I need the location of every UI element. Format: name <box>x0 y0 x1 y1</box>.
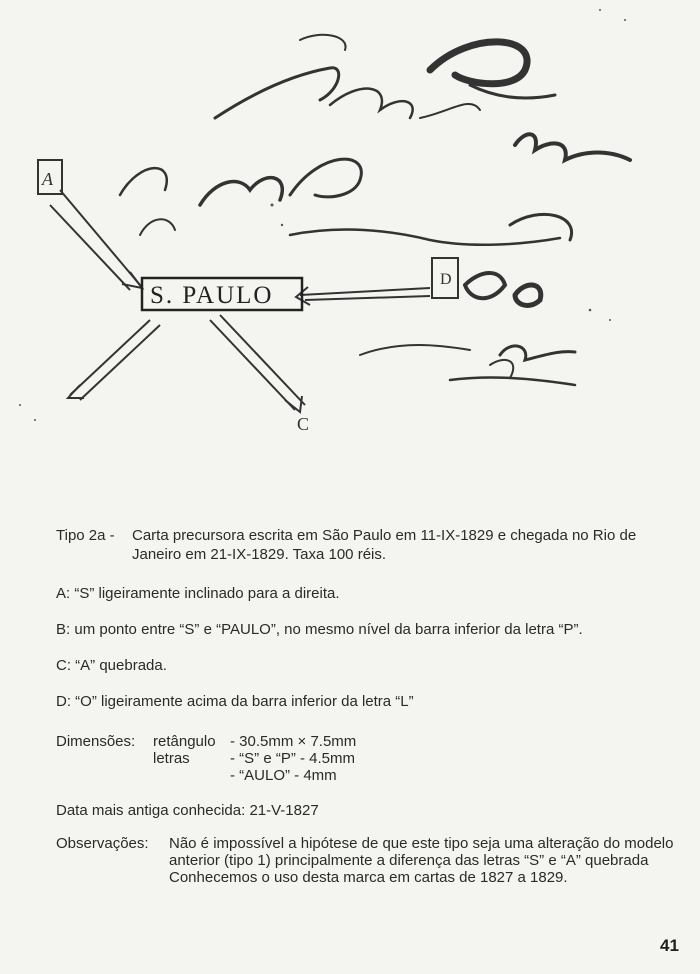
observations-label: Observações: <box>56 835 149 852</box>
observations-text: Não é impossível a hipótese de que este tipo seja uma alteração do modelo anterior (tipo 1) principalmente a diferença das letras “S” e “A” quebrada Conhecemos o uso desta marca em cartas de 1827 a 1829. <box>169 835 674 886</box>
caption-tipo-text: Carta precursora escrita em São Paulo em 11-IX-1829 e chegada no Rio de Janeiro em 21-IX-1829. Taxa 100 réis. <box>132 527 637 563</box>
dimensions-value-letters: - “S” e “P” - 4.5mm <box>230 750 356 767</box>
dimensions-value-rect: - 30.5mm × 7.5mm <box>230 733 357 750</box>
marker-a: A <box>42 169 53 189</box>
note-d-text: “O” ligeiramente acima da barra inferior da letra “L” <box>75 693 414 710</box>
dimensions-label: Dimensões: <box>56 733 136 750</box>
marker-d: D <box>440 271 452 288</box>
note-a <box>56 584 340 603</box>
stamp-figure <box>0 0 700 470</box>
stamp-text: S. PAULO <box>150 282 274 309</box>
manuscript-illustration <box>0 0 700 470</box>
dimensions-kind-letters: letras <box>153 750 190 767</box>
page-number: 41 <box>660 936 679 955</box>
note-b-label: B: <box>56 621 71 638</box>
note-a-text: “S” ligeiramente inclinado para a direita. <box>74 585 340 602</box>
marker-c: C <box>297 414 310 434</box>
dimensions-value-aulo: - “AULO” - 4mm <box>230 767 337 784</box>
note-d <box>56 692 414 711</box>
handwriting-strokes <box>120 35 630 385</box>
note-b <box>56 620 583 639</box>
note-c-label: C: <box>56 657 71 674</box>
dimensions-kind-rect: retângulo <box>153 733 216 750</box>
note-b-text: um ponto entre “S” e “PAULO”, no mesmo nível da barra inferior da letra “P”. <box>74 621 583 638</box>
earliest-date: Data mais antiga conhecida: 21-V-1827 <box>56 802 319 819</box>
note-c <box>56 656 167 675</box>
caption-tipo-label: Tipo 2a - <box>56 527 115 544</box>
note-d-label: D: <box>56 693 71 710</box>
note-c-text: “A” quebrada. <box>75 657 167 674</box>
note-a-label: A: <box>56 585 71 602</box>
